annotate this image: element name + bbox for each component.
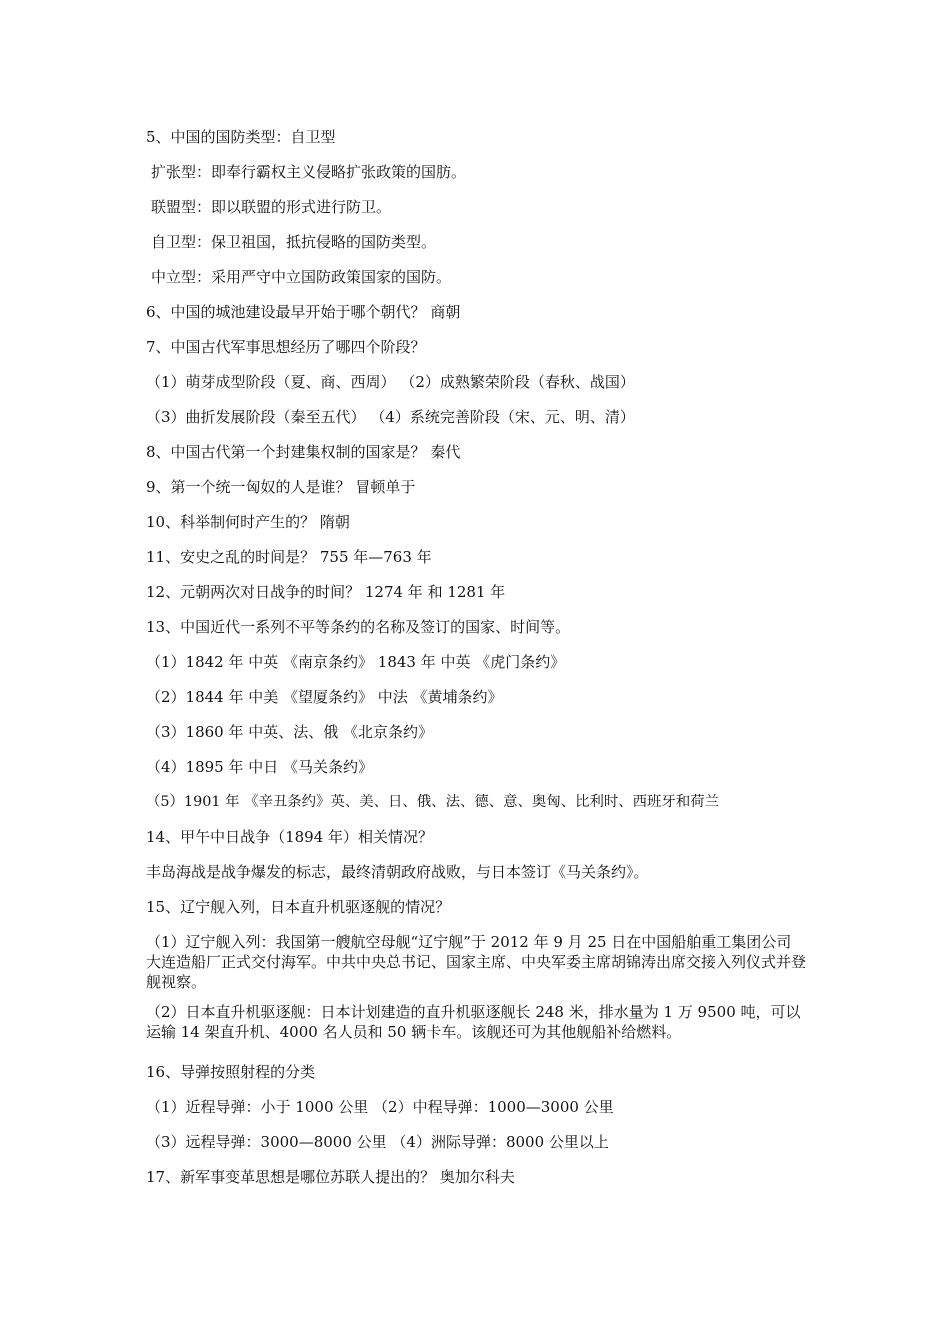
- question-10: 10、科举制何时产生的？ 隋朝: [146, 513, 350, 531]
- answer-16-line-2: （3）远程导弹：3000—8000 公里 （4）洲际导弹：8000 公里以上: [146, 1133, 609, 1151]
- question-14: 14、甲午中日战争（1894 年）相关情况？: [146, 828, 434, 846]
- answer-13-item-5: （5）1901 年 《辛丑条约》英、美、日、俄、法、德、意、奥匈、比利时、西班牙和荷兰: [146, 794, 719, 810]
- answer-13-item-4: （4）1895 年 中日 《马关条约》: [146, 758, 374, 776]
- answer-15-japan-destroyer: （2）日本直升机驱逐舰：日本计划建造的直升机驱逐舰长 248 米，排水量为 1 万 9500 吨，可以运输 14 架直升机、4000 名人员和 50 辆卡车。该舰还可为其他舰船补给燃料。: [146, 1003, 801, 1041]
- question-17: 17、新军事变革思想是哪位苏联人提出的？ 奥加尔科夫: [146, 1168, 515, 1186]
- question-6: 6、中国的城池建设最早开始于哪个朝代？ 商朝: [146, 303, 461, 321]
- answer-16-line-1: （1）近程导弹：小于 1000 公里 （2）中程导弹：1000—3000 公里: [146, 1098, 614, 1116]
- question-11: 11、安史之乱的时间是？ 755 年—763 年: [146, 548, 432, 566]
- answer-5-expansion: 扩张型：即奉行霸权主义侵略扩张政策的国肪。: [151, 163, 467, 181]
- question-16: 16、导弹按照射程的分类: [146, 1063, 316, 1081]
- answer-7-line-2: （3）曲折发展阶段（秦至五代） （4）系统完善阶段（宋、元、明、清）: [146, 408, 635, 426]
- question-5: 5、中国的国防类型：自卫型: [146, 128, 336, 146]
- answer-7-line-1: （1）萌芽成型阶段（夏、商、西周） （2）成熟繁荣阶段（春秋、战国）: [146, 373, 635, 391]
- answer-13-item-2: （2）1844 年 中美 《望厦条约》 中法 《黄埔条约》: [146, 688, 503, 706]
- answer-15-liaoning: （1）辽宁舰入列：我国第一艘航空母舰“辽宁舰”于 2012 年 9 月 25 日在中国船舶重工集团公司大连造船厂正式交付海军。中共中央总书记、国家主席、中央军委主席胡锦涛出席交接入列仪式并登舰视察。: [146, 933, 807, 991]
- answer-5-self-defense: 自卫型：保卫祖国，抵抗侵略的国防类型。: [151, 233, 437, 251]
- answer-13-item-3: （3）1860 年 中英、法、俄 《北京条约》: [146, 723, 434, 741]
- answer-5-alliance: 联盟型：即以联盟的形式进行防卫。: [151, 198, 392, 216]
- question-12: 12、元朝两次对日战争的时间？ 1274 年 和 1281 年: [146, 583, 506, 601]
- question-15: 15、辽宁舰入列，日本直升机驱逐舰的情况？: [146, 898, 451, 916]
- question-9: 9、第一个统一匈奴的人是谁？ 冒顿单于: [146, 478, 416, 496]
- answer-14: 丰岛海战是战争爆发的标志，最终清朝政府战败，与日本签订《马关条约》。: [146, 863, 649, 881]
- question-8: 8、中国古代第一个封建集权制的国家是？ 秦代: [146, 443, 461, 461]
- answer-5-neutral: 中立型：采用严守中立国防政策国家的国防。: [151, 268, 452, 286]
- answer-13-item-1: （1）1842 年 中英 《南京条约》 1843 年 中英 《虎门条约》: [146, 653, 566, 671]
- question-7: 7、中国古代军事思想经历了哪四个阶段？: [146, 338, 426, 356]
- question-13: 13、中国近代一系列不平等条约的名称及签订的国家、时间等。: [146, 618, 571, 636]
